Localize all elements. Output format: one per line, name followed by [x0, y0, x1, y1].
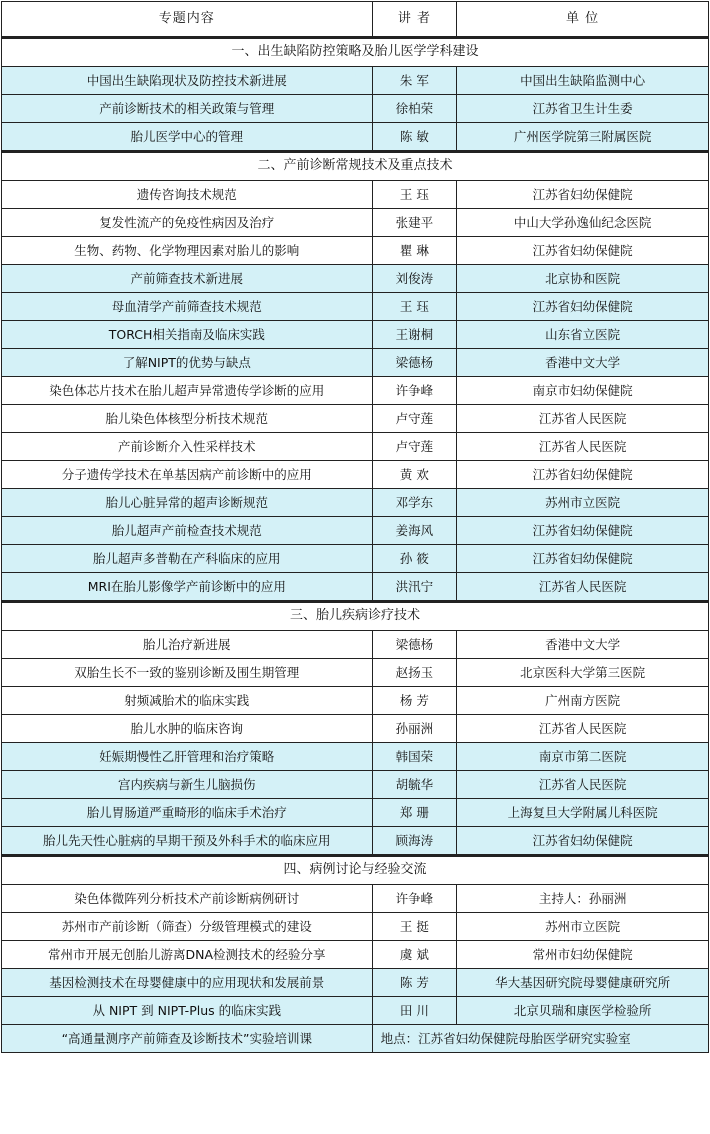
unit-cell: 华大基因研究院母婴健康研究所	[457, 969, 709, 997]
topic-cell: 胎儿超声多普勒在产科临床的应用	[2, 545, 373, 573]
topic-cell: TORCH相关指南及临床实践	[2, 321, 373, 349]
topic-cell: 宫内疾病与新生儿脑损伤	[2, 771, 373, 799]
speaker-cell: 王 珏	[372, 293, 457, 321]
topic-cell: 中国出生缺陷现状及防控技术新进展	[2, 67, 373, 95]
section-title: 二、产前诊断常规技术及重点技术	[2, 152, 709, 181]
table-row	[2, 631, 709, 659]
table-row	[2, 433, 709, 461]
speaker-cell: 梁德杨	[372, 349, 457, 377]
topic-cell: 射频减胎术的临床实践	[2, 687, 373, 715]
table-row	[2, 799, 709, 827]
unit-cell: 江苏省人民医院	[457, 573, 709, 602]
unit-cell: 苏州市立医院	[457, 913, 709, 941]
unit-cell: 上海复旦大学附属儿科医院	[457, 799, 709, 827]
table-row	[2, 293, 709, 321]
unit-cell: 江苏省人民医院	[457, 715, 709, 743]
speaker-cell: 黄 欢	[372, 461, 457, 489]
table-row	[2, 771, 709, 799]
table-row	[2, 827, 709, 856]
topic-cell: 从 NIPT 到 NIPT-Plus 的临床实践	[2, 997, 373, 1025]
table-row	[2, 659, 709, 687]
speaker-cell: 田 川	[372, 997, 457, 1025]
table-row	[2, 95, 709, 123]
section-header	[2, 38, 709, 67]
unit-cell: 香港中文大学	[457, 349, 709, 377]
unit-cell: 江苏省妇幼保健院	[457, 181, 709, 209]
section-header	[2, 856, 709, 885]
unit-cell: 江苏省人民医院	[457, 433, 709, 461]
speaker-cell: 赵扬玉	[372, 659, 457, 687]
speaker-cell: 徐柏荣	[372, 95, 457, 123]
speaker-cell: 杨 芳	[372, 687, 457, 715]
header-speaker: 讲 者	[372, 2, 457, 38]
speaker-cell: 顾海涛	[372, 827, 457, 856]
table-row	[2, 67, 709, 95]
unit-cell: 常州市妇幼保健院	[457, 941, 709, 969]
topic-cell: 妊娠期慢性乙肝管理和治疗策略	[2, 743, 373, 771]
footer-row	[2, 1025, 709, 1053]
unit-cell: 主持人：孙丽洲	[457, 885, 709, 913]
course-schedule-table	[1, 1, 709, 1053]
table-row	[2, 265, 709, 293]
speaker-cell: 虞 斌	[372, 941, 457, 969]
speaker-cell: 朱 军	[372, 67, 457, 95]
topic-cell: 了解NIPT的优势与缺点	[2, 349, 373, 377]
speaker-cell: 陈 芳	[372, 969, 457, 997]
unit-cell: 中山大学孙逸仙纪念医院	[457, 209, 709, 237]
table-row	[2, 461, 709, 489]
speaker-cell: 郑 珊	[372, 799, 457, 827]
topic-cell: 母血清学产前筛查技术规范	[2, 293, 373, 321]
unit-cell: 中国出生缺陷监测中心	[457, 67, 709, 95]
speaker-cell: 姜海风	[372, 517, 457, 545]
unit-cell: 北京协和医院	[457, 265, 709, 293]
speaker-cell: 王谢桐	[372, 321, 457, 349]
unit-cell: 苏州市立医院	[457, 489, 709, 517]
topic-cell: 胎儿染色体核型分析技术规范	[2, 405, 373, 433]
table-row	[2, 321, 709, 349]
topic-cell: 复发性流产的免疫性病因及治疗	[2, 209, 373, 237]
topic-cell: 胎儿超声产前检查技术规范	[2, 517, 373, 545]
table-row	[2, 123, 709, 152]
topic-cell: 胎儿医学中心的管理	[2, 123, 373, 152]
table-row	[2, 743, 709, 771]
speaker-cell: 梁德杨	[372, 631, 457, 659]
topic-cell: 基因检测技术在母婴健康中的应用现状和发展前景	[2, 969, 373, 997]
speaker-cell: 王 珏	[372, 181, 457, 209]
topic-cell: 胎儿胃肠道严重畸形的临床手术治疗	[2, 799, 373, 827]
unit-cell: 南京市妇幼保健院	[457, 377, 709, 405]
unit-cell: 山东省立医院	[457, 321, 709, 349]
speaker-cell: 许争峰	[372, 377, 457, 405]
topic-cell: 产前筛查技术新进展	[2, 265, 373, 293]
table-row	[2, 377, 709, 405]
topic-cell: 胎儿心脏异常的超声诊断规范	[2, 489, 373, 517]
topic-cell: 胎儿治疗新进展	[2, 631, 373, 659]
topic-cell: 染色体芯片技术在胎儿超声异常遗传学诊断的应用	[2, 377, 373, 405]
topic-cell: 双胎生长不一致的鉴别诊断及围生期管理	[2, 659, 373, 687]
unit-cell: 香港中文大学	[457, 631, 709, 659]
unit-cell: 广州医学院第三附属医院	[457, 123, 709, 152]
speaker-cell: 韩国荣	[372, 743, 457, 771]
table-row	[2, 885, 709, 913]
footer-location: 地点：江苏省妇幼保健院母胎医学研究实验室	[372, 1025, 708, 1053]
speaker-cell: 卢守莲	[372, 405, 457, 433]
speaker-cell: 邓学东	[372, 489, 457, 517]
table-row	[2, 715, 709, 743]
speaker-cell: 孙 筱	[372, 545, 457, 573]
table-row	[2, 573, 709, 602]
topic-cell: 产前诊断技术的相关政策与管理	[2, 95, 373, 123]
unit-cell: 江苏省卫生计生委	[457, 95, 709, 123]
header-topic: 专题内容	[2, 2, 373, 38]
speaker-cell: 胡毓华	[372, 771, 457, 799]
footer-topic: “高通量测序产前筛查及诊断技术”实验培训课	[2, 1025, 373, 1053]
speaker-cell: 瞿 琳	[372, 237, 457, 265]
header-row	[2, 2, 709, 38]
unit-cell: 江苏省妇幼保健院	[457, 237, 709, 265]
table-row	[2, 237, 709, 265]
section-title: 三、胎儿疾病诊疗技术	[2, 602, 709, 631]
unit-cell: 北京医科大学第三医院	[457, 659, 709, 687]
unit-cell: 江苏省妇幼保健院	[457, 827, 709, 856]
table-row	[2, 405, 709, 433]
table-row	[2, 545, 709, 573]
speaker-cell: 陈 敏	[372, 123, 457, 152]
unit-cell: 江苏省人民医院	[457, 405, 709, 433]
table-row	[2, 349, 709, 377]
unit-cell: 北京贝瑞和康医学检验所	[457, 997, 709, 1025]
table-row	[2, 687, 709, 715]
topic-cell: 胎儿水肿的临床咨询	[2, 715, 373, 743]
table-row	[2, 181, 709, 209]
topic-cell: 产前诊断介入性采样技术	[2, 433, 373, 461]
section-header	[2, 602, 709, 631]
section-title: 四、病例讨论与经验交流	[2, 856, 709, 885]
table-row	[2, 517, 709, 545]
speaker-cell: 张建平	[372, 209, 457, 237]
header-unit: 单 位	[457, 2, 709, 38]
speaker-cell: 许争峰	[372, 885, 457, 913]
topic-cell: 分子遗传学技术在单基因病产前诊断中的应用	[2, 461, 373, 489]
unit-cell: 江苏省妇幼保健院	[457, 293, 709, 321]
topic-cell: 染色体微阵列分析技术产前诊断病例研讨	[2, 885, 373, 913]
speaker-cell: 刘俊涛	[372, 265, 457, 293]
topic-cell: 生物、药物、化学物理因素对胎儿的影响	[2, 237, 373, 265]
section-header	[2, 152, 709, 181]
topic-cell: 胎儿先天性心脏病的早期干预及外科手术的临床应用	[2, 827, 373, 856]
speaker-cell: 洪汛宁	[372, 573, 457, 602]
section-title: 一、出生缺陷防控策略及胎儿医学学科建设	[2, 38, 709, 67]
speaker-cell: 王 挺	[372, 913, 457, 941]
topic-cell: 苏州市产前诊断（筛查）分级管理模式的建设	[2, 913, 373, 941]
topic-cell: 常州市开展无创胎儿游离DNA检测技术的经验分享	[2, 941, 373, 969]
unit-cell: 广州南方医院	[457, 687, 709, 715]
unit-cell: 南京市第二医院	[457, 743, 709, 771]
unit-cell: 江苏省妇幼保健院	[457, 517, 709, 545]
topic-cell: 遗传咨询技术规范	[2, 181, 373, 209]
table-row	[2, 941, 709, 969]
unit-cell: 江苏省妇幼保健院	[457, 545, 709, 573]
unit-cell: 江苏省妇幼保健院	[457, 461, 709, 489]
table-row	[2, 913, 709, 941]
table-row	[2, 489, 709, 517]
table-row	[2, 969, 709, 997]
table-row	[2, 209, 709, 237]
speaker-cell: 孙丽洲	[372, 715, 457, 743]
speaker-cell: 卢守莲	[372, 433, 457, 461]
topic-cell: MRI在胎儿影像学产前诊断中的应用	[2, 573, 373, 602]
unit-cell: 江苏省人民医院	[457, 771, 709, 799]
table-row	[2, 997, 709, 1025]
